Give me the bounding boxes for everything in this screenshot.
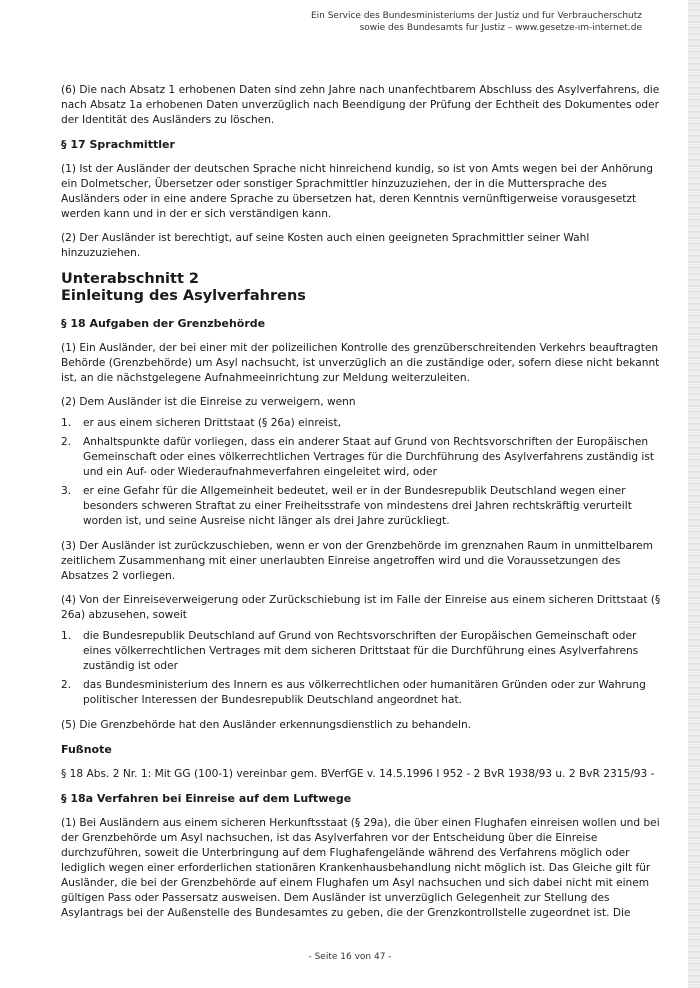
section-18a-heading: § 18a Verfahren bei Einreise auf dem Luftwege: [61, 792, 352, 805]
paragraph-18-5: (5) Die Grenzbehörde hat den Ausländer erkennungsdienstlich zu behandeln.: [61, 719, 472, 731]
footnote-text: § 18 Abs. 2 Nr. 1: Mit GG (100-1) vereinbar gem. BVerfGE v. 14.5.1996 I 952 - 2 BvR 1938/93 u. 2 BvR 2315/93 -: [61, 768, 655, 780]
scan-edge-artifact: [688, 0, 700, 988]
subsection-number: Unterabschnitt 2: [61, 271, 200, 287]
section-17-heading: § 17 Sprachmittler: [61, 138, 175, 151]
paragraph-16-6: (6) Die nach Absatz 1 erhobenen Daten sind zehn Jahre nach unanfechtbarem Abschluss des Asylverfahrens, die nach Absatz 1a erhobenen Daten unverzüglich nach Beendigung der Prüfung der Echtheit des Dokumentes oder der Identität des Ausländers zu löschen.: [61, 84, 660, 126]
section-18-heading: § 18 Aufgaben der Grenzbehörde: [61, 317, 266, 330]
list-item: [61, 416, 661, 431]
list-item: [61, 629, 661, 674]
paragraph-18a-1: (1) Bei Ausländern aus einem sicheren Herkunftsstaat (§ 29a), die über einen Flughafen einreisen wollen und bei der Grenzbehörde um Asyl nachsuchen, ist das Asylverfahren vor der Entscheidung über die Einreise durchzuführen, soweit die Unterbringung auf dem Flughafengelände während des Verfahrens möglich oder lediglich wegen einer erforderlichen stationären Krankenhausbehandlung nicht möglich ist. Das Gleiche gilt für Ausländer, die bei der Grenzbehörde auf einem Flughafen um Asyl nachsuchen und sich dabei nicht mit einem gültigen Pass oder Passersatz ausweisen. Dem Ausländer ist unverzüglich Gelegenheit zur Stellung des Asylantrags bei der Außenstelle des Bundesamtes zu geben, die der Grenzkontrollstelle zugeordnet ist. Die: [61, 817, 660, 919]
list-item-number: 3.: [61, 485, 72, 497]
subsection-title: Einleitung des Asylverfahrens: [61, 288, 306, 304]
list-18-4: [61, 629, 661, 708]
list-item-text: er aus einem sicheren Drittstaat (§ 26a) einreist,: [83, 417, 341, 429]
list-item-number: 2.: [61, 679, 72, 691]
page-number: - Seite 16 von 47 -: [308, 952, 392, 962]
list-item-text: er eine Gefahr für die Allgemeinheit bedeutet, weil er in der Bundesrepublik Deutschland wegen einer besonders schweren Straftat zu einer Freiheitsstrafe von mindestens drei Jahren rechtskräftig verurteilt worden ist, und seine Ausreise nicht länger als drei Jahre zurückliegt.: [83, 485, 632, 527]
paragraph-18-2: (2) Dem Ausländer ist die Einreise zu verweigern, wenn: [61, 396, 356, 408]
list-18-2: [61, 416, 661, 529]
paragraph-18-3: (3) Der Ausländer ist zurückzuschieben, wenn er von der Grenzbehörde im grenznahen Raum in unmittelbarem zeitlichem Zusammenhang mit einer unerlaubten Einreise angetroffen wird und die Voraussetzungen des Absatzes 2 vorliegen.: [61, 540, 653, 582]
list-item: [61, 484, 661, 529]
list-item-text: Anhaltspunkte dafür vorliegen, dass ein anderer Staat auf Grund von Rechtsvorschriften der Europäischen Gemeinschaft oder eines völkerrechtlichen Vertrages für die Durchführung des Asylverfahrens zuständig ist und ein Auf- oder Wiederaufnahmeverfahren eingeleitet wird, oder: [83, 436, 655, 478]
list-item-text: das Bundesministerium des Innern es aus völkerrechtlichen oder humanitären Gründen oder zur Wahrung politischer Interessen der Bundesrepublik Deutschland angeordnet hat.: [83, 679, 646, 706]
list-item: [61, 435, 661, 480]
list-item-number: 2.: [61, 436, 72, 448]
document-body: [61, 83, 661, 930]
list-item: [61, 678, 661, 708]
paragraph-18-4: (4) Von der Einreiseverweigerung oder Zurückschiebung ist im Falle der Einreise aus einem sicheren Drittstaat (§ 26a) abzusehen, soweit: [61, 594, 661, 621]
subsection-heading: [61, 271, 661, 305]
page-header: [311, 10, 642, 34]
footnote-heading: Fußnote: [61, 743, 112, 756]
paragraph-17-2: (2) Der Ausländer ist berechtigt, auf seine Kosten auch einen geeigneten Sprachmittler seiner Wahl hinzuzuziehen.: [61, 232, 590, 259]
list-item-number: 1.: [61, 630, 72, 642]
paragraph-18-1: (1) Ein Ausländer, der bei einer mit der polizeilichen Kontrolle des grenzüberschreitenden Verkehrs beauftragten Behörde (Grenzbehörde) um Asyl nachsucht, ist unverzüglich an die zuständige oder, sofern diese nicht bekannt ist, an die nächstgelegene Aufnahmeeinrichtung zur Meldung weiterzuleiten.: [61, 342, 660, 384]
paragraph-17-1: (1) Ist der Ausländer der deutschen Sprache nicht hinreichend kundig, so ist von Amts wegen bei der Anhörung ein Dolmetscher, Übersetzer oder sonstiger Sprachmittler hinzuzuziehen, der in die Muttersprache des Ausländers oder in eine andere Sprache zu übersetzen hat, deren Kenntnis vernünftigerweise vorausgesetzt werden kann und in der er sich verständigen kann.: [61, 163, 653, 220]
header-line-2: sowie des Bundesamts fur Justiz – www.gesetze-ım-internet.de: [359, 23, 642, 33]
list-item-text: die Bundesrepublik Deutschland auf Grund von Rechtsvorschriften der Europäischen Gemeinschaft oder eines völkerrechtlichen Vertrages mit dem sicheren Drittstaat für die Durchführung eines Asylverfahrens zuständig ist oder: [83, 630, 639, 672]
header-line-1: Ein Service des Bundesministeriums der Justiz und fur Verbraucherschutz: [310, 11, 642, 21]
list-item-number: 1.: [61, 417, 72, 429]
